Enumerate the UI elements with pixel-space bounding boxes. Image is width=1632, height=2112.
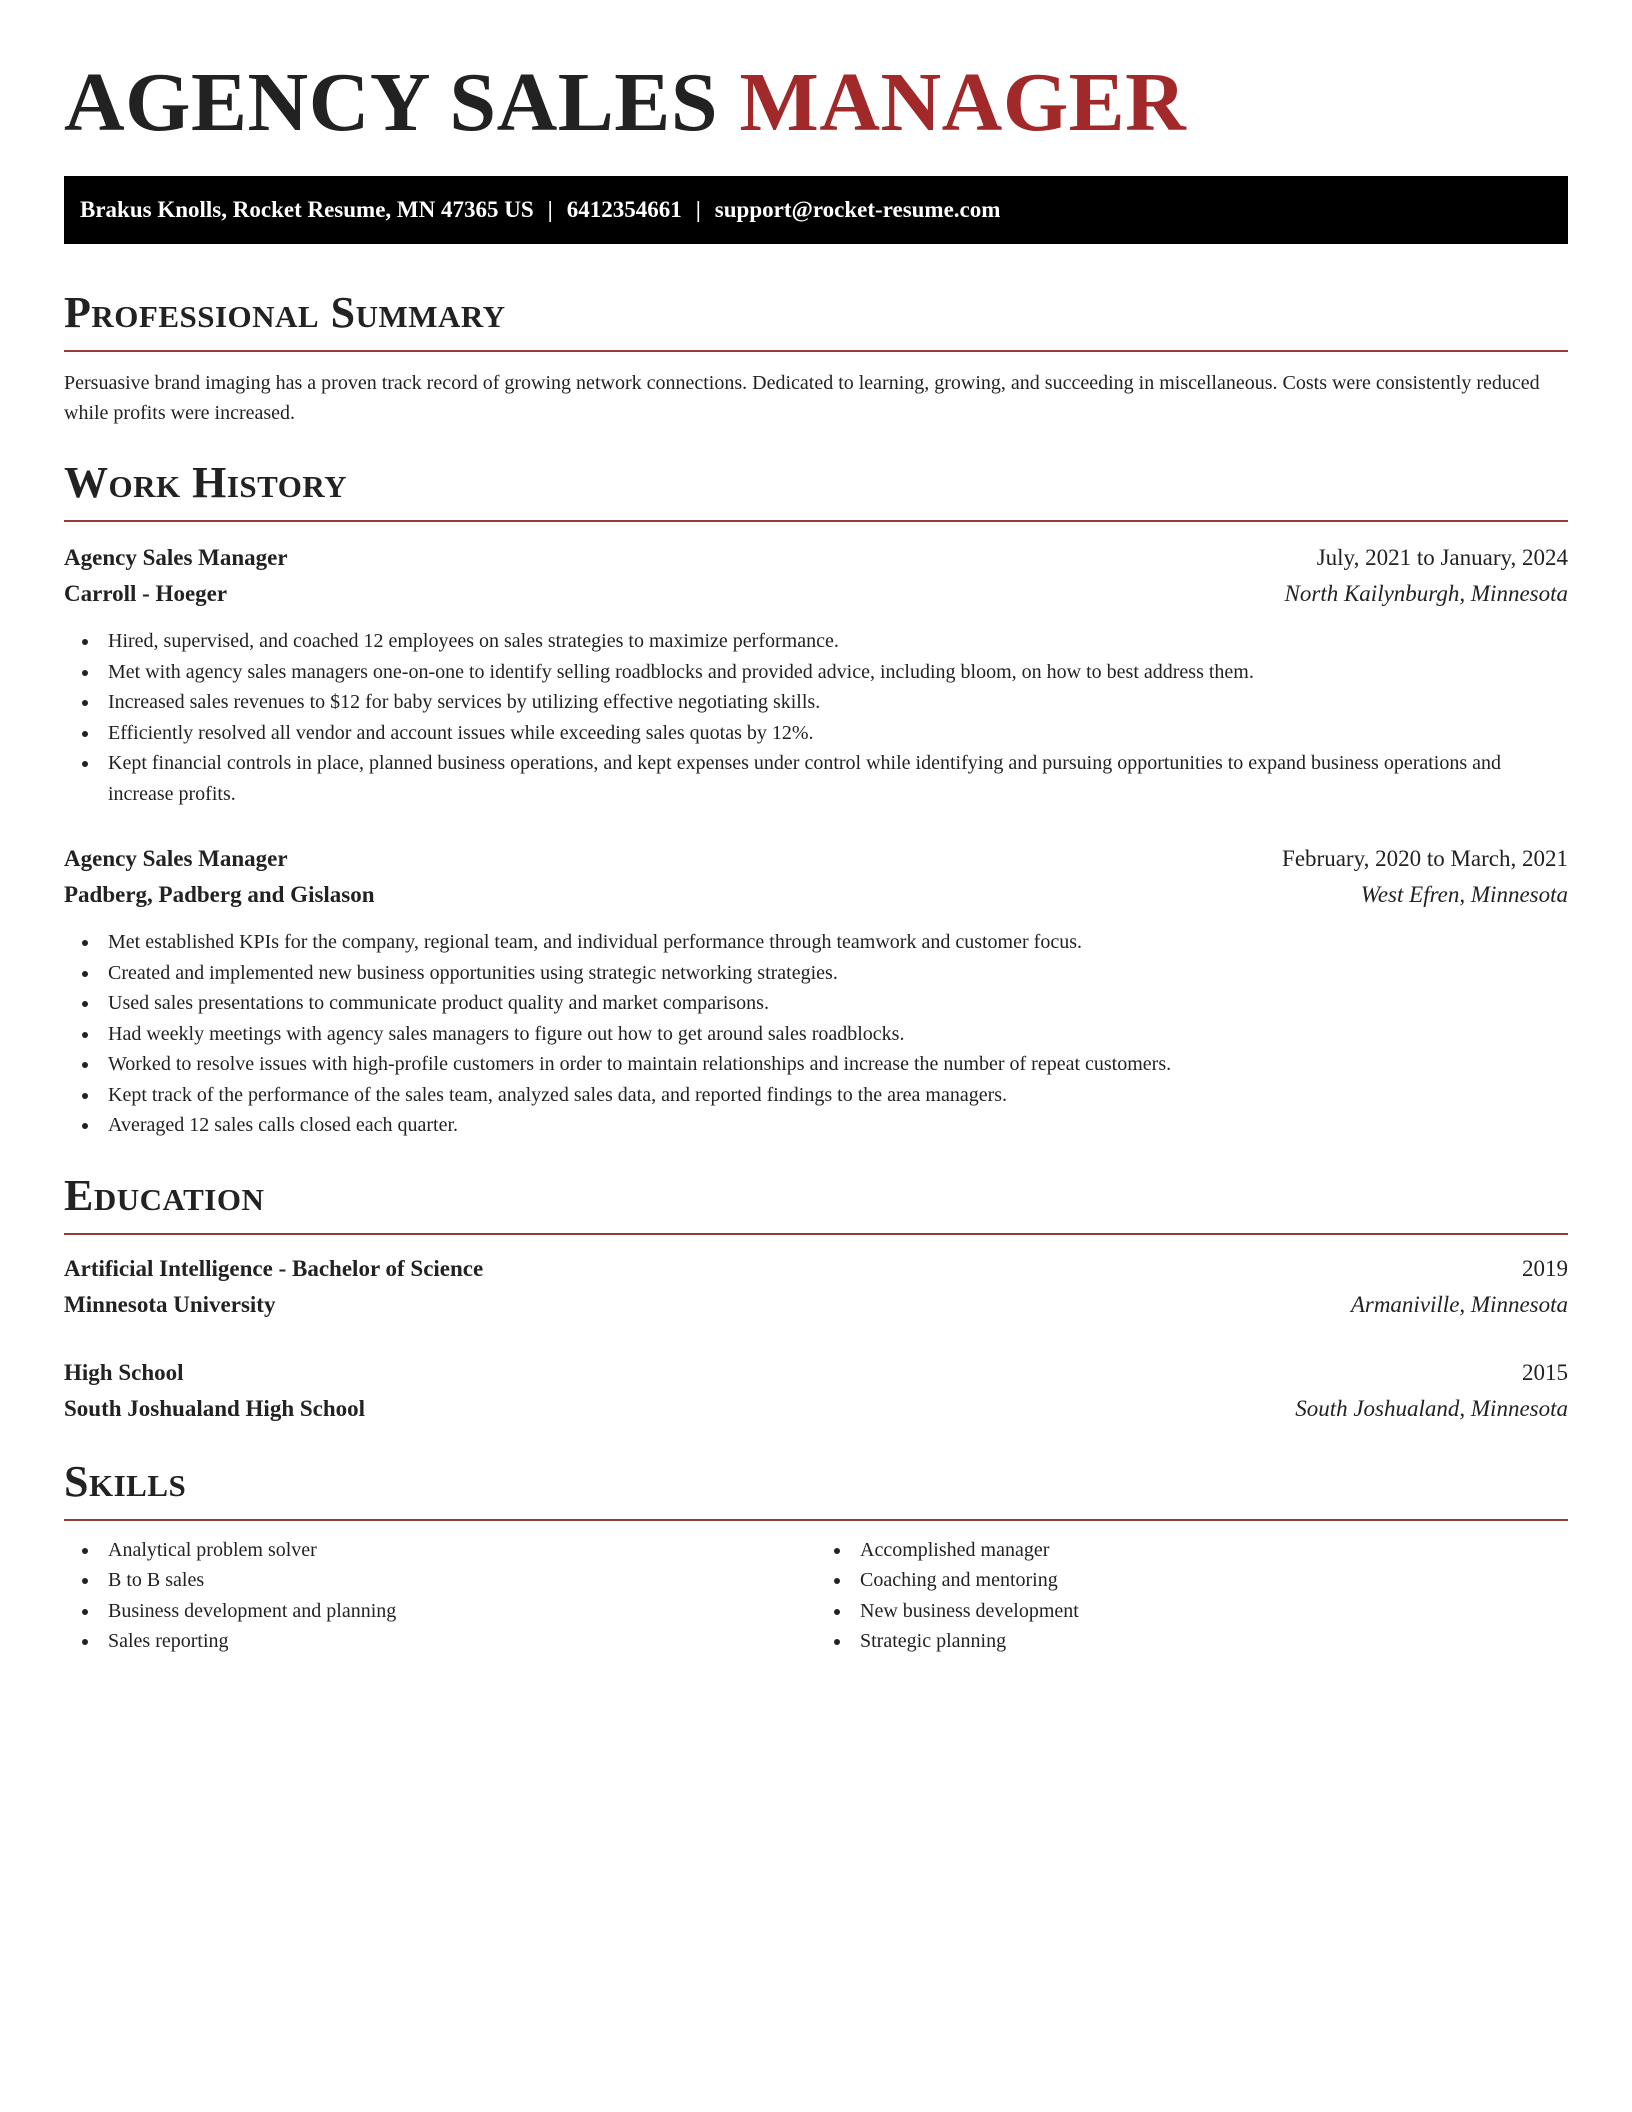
skill-item: Accomplished manager xyxy=(860,1535,1568,1566)
summary-text: Persuasive brand imaging has a proven track record of growing network connections. Dedicated to learning, growing, and succeeding in miscellaneous. Costs were consistently reduced while profits were increased. xyxy=(64,372,1540,424)
job-company: Padberg, Padberg and Gislason xyxy=(64,882,375,907)
section-divider xyxy=(64,350,1568,352)
work-history-section xyxy=(64,456,1568,1141)
job-title: Agency Sales Manager xyxy=(64,545,288,570)
job-location: West Efren, Minnesota xyxy=(1360,882,1568,907)
summary-heading: Professional Summary xyxy=(64,288,506,337)
education-year: 2019 xyxy=(1522,1255,1568,1281)
contact-phone: 6412354661 xyxy=(566,197,682,222)
job-duty: Met with agency sales managers one-on-one to identify selling roadblocks and provided advice, including bloom, on how to best address them. xyxy=(108,657,1568,688)
contact-address: Brakus Knolls, Rocket Resume, MN 47365 US xyxy=(80,197,534,222)
job-duty: Had weekly meetings with agency sales managers to figure out how to get around sales roadblocks. xyxy=(108,1019,1568,1050)
skills-list-left xyxy=(64,1535,816,1657)
job-header-row xyxy=(64,540,1568,576)
job-duty: Kept financial controls in place, planned business operations, and kept expenses under control while identifying and pursuing opportunities to expand business operations and increase profits. xyxy=(108,748,1568,809)
contact-email: support@rocket-resume.com xyxy=(714,197,1001,222)
section-divider xyxy=(64,1519,1568,1521)
skills-list-right xyxy=(816,1535,1568,1657)
education-school: Minnesota University xyxy=(64,1291,276,1317)
skill-item: Coaching and mentoring xyxy=(860,1565,1568,1596)
education-location: South Joshualand, Minnesota xyxy=(1295,1395,1568,1421)
education-school: South Joshualand High School xyxy=(64,1395,366,1421)
job-company-row xyxy=(64,877,1568,913)
contact-separator: | xyxy=(695,197,701,222)
job-duty: Kept track of the performance of the sales team, analyzed sales data, and reported findings to the area managers. xyxy=(108,1080,1568,1111)
education-location: Armaniville, Minnesota xyxy=(1350,1291,1568,1317)
education-entry xyxy=(64,1251,1568,1323)
education-degree-row xyxy=(64,1355,1568,1391)
skills-grid xyxy=(64,1535,1568,1657)
job-duties-list xyxy=(64,626,1568,809)
title-accent: MANAGER xyxy=(739,56,1187,149)
job-entry xyxy=(64,540,1568,809)
contact-separator: | xyxy=(547,197,553,222)
education-entry xyxy=(64,1355,1568,1427)
job-title: Agency Sales Manager xyxy=(64,846,288,871)
job-duty: Increased sales revenues to $12 for baby services by utilizing effective negotiating skills. xyxy=(108,687,1568,718)
education-year: 2015 xyxy=(1522,1359,1568,1385)
education-degree: High School xyxy=(64,1359,184,1385)
job-duty: Worked to resolve issues with high-profile customers in order to maintain relationships and increase the number of repeat customers. xyxy=(108,1049,1568,1080)
education-section xyxy=(64,1169,1568,1427)
skills-heading: Skills xyxy=(64,1456,187,1506)
job-duty: Efficiently resolved all vendor and account issues while exceeding sales quotas by 12%. xyxy=(108,718,1568,749)
education-degree-row xyxy=(64,1251,1568,1287)
job-duties-list xyxy=(64,927,1568,1141)
education-heading: Education xyxy=(64,1170,265,1220)
job-duty: Hired, supervised, and coached 12 employees on sales strategies to maximize performance. xyxy=(108,626,1568,657)
contact-bar xyxy=(64,176,1568,244)
work-history-heading: Work History xyxy=(64,458,348,507)
job-company-row xyxy=(64,576,1568,612)
education-school-row xyxy=(64,1287,1568,1323)
job-dates: February, 2020 to March, 2021 xyxy=(1282,846,1568,871)
summary-section xyxy=(64,286,1568,428)
job-company: Carroll - Hoeger xyxy=(64,581,228,606)
skills-section xyxy=(64,1455,1568,1657)
job-duty: Met established KPIs for the company, regional team, and individual performance through teamwork and customer focus. xyxy=(108,927,1568,958)
skill-item: Strategic planning xyxy=(860,1626,1568,1657)
job-duty: Averaged 12 sales calls closed each quarter. xyxy=(108,1110,1568,1141)
skill-item: B to B sales xyxy=(108,1565,816,1596)
job-duty: Created and implemented new business opportunities using strategic networking strategies. xyxy=(108,958,1568,989)
skill-item: Sales reporting xyxy=(108,1626,816,1657)
skill-item: New business development xyxy=(860,1596,1568,1627)
job-entry xyxy=(64,841,1568,1141)
title-main: AGENCY SALES xyxy=(64,56,719,149)
job-header-row xyxy=(64,841,1568,877)
skill-item: Analytical problem solver xyxy=(108,1535,816,1566)
section-divider xyxy=(64,1233,1568,1235)
skill-item: Business development and planning xyxy=(108,1596,816,1627)
education-degree: Artificial Intelligence - Bachelor of Science xyxy=(64,1255,484,1281)
section-divider xyxy=(64,520,1568,522)
education-school-row xyxy=(64,1391,1568,1427)
job-location: North Kailynburgh, Minnesota xyxy=(1284,581,1568,606)
resume-title xyxy=(64,0,1568,176)
job-dates: July, 2021 to January, 2024 xyxy=(1316,545,1568,570)
job-duty: Used sales presentations to communicate product quality and market comparisons. xyxy=(108,988,1568,1019)
